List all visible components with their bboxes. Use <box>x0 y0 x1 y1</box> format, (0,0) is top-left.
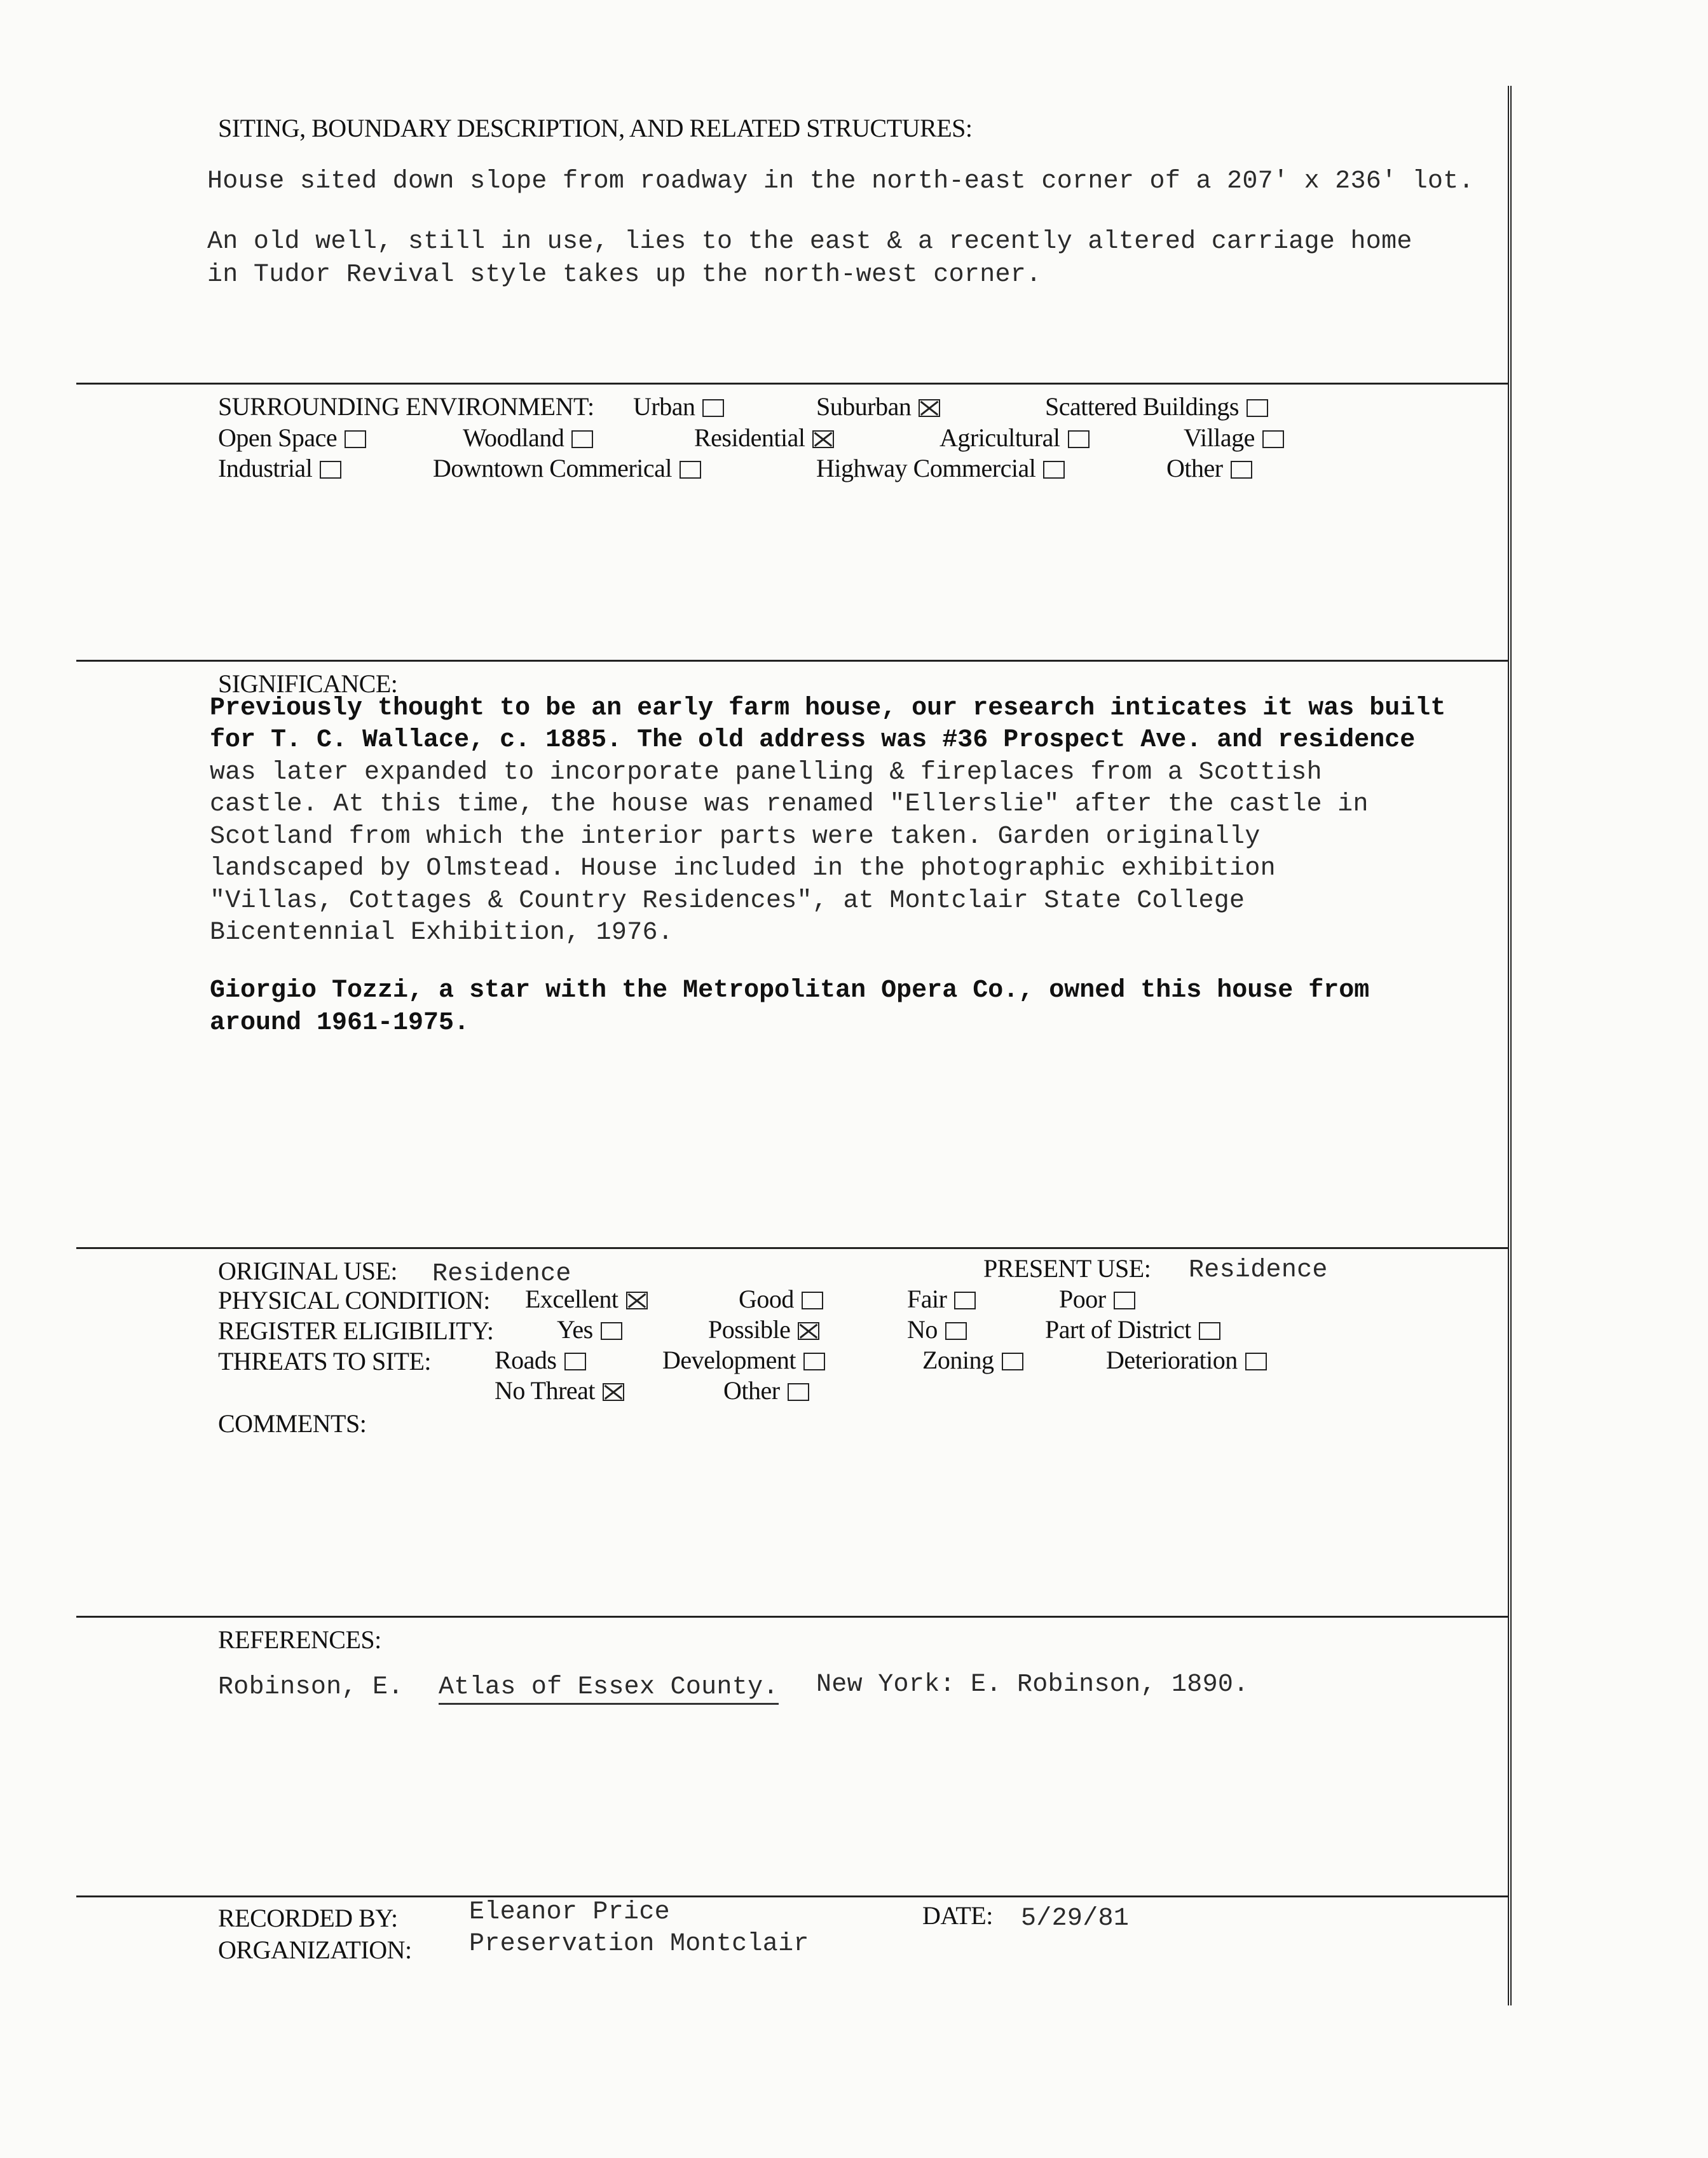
checkbox-development[interactable] <box>803 1353 825 1370</box>
checkbox-env-other[interactable] <box>1231 461 1252 479</box>
env-option-residential: Residential <box>694 423 834 453</box>
section-divider <box>76 383 1508 385</box>
checkbox-excellent[interactable] <box>626 1292 648 1309</box>
checkbox-urban[interactable] <box>702 399 724 417</box>
env-option-suburban: Suburban <box>816 392 940 421</box>
checkbox-no-threat[interactable] <box>603 1383 624 1401</box>
register-eligibility-label: REGISTER ELIGIBILITY: <box>218 1316 494 1345</box>
register-option-yes: Yes <box>557 1315 622 1344</box>
checkbox-deterioration[interactable] <box>1245 1353 1267 1370</box>
reference-title: Atlas of Essex County. <box>439 1673 779 1705</box>
section-divider <box>76 1895 1508 1897</box>
significance-line: Scotland from which the interior parts were taken. Garden originally <box>210 823 1261 851</box>
right-border-rule <box>1508 86 1512 2005</box>
env-option-highway-commercial: Highway Commercial <box>816 453 1065 483</box>
recorded-by-label: RECORDED BY: <box>218 1904 398 1932</box>
checkbox-fair[interactable] <box>954 1292 976 1309</box>
env-option-industrial: Industrial <box>218 453 341 483</box>
significance-para2-line-1: Giorgio Tozzi, a star with the Metropolitan Opera Co., owned this house from <box>210 976 1370 1005</box>
significance-line: castle. At this time, the house was renamed "Ellerslie" after the castle in <box>210 790 1369 819</box>
threat-option-no-threat: No Threat <box>495 1376 624 1405</box>
checkbox-suburban[interactable] <box>919 399 940 417</box>
checkbox-no[interactable] <box>945 1322 967 1340</box>
reference-publisher: New York: E. Robinson, 1890. <box>816 1670 1249 1699</box>
checkbox-residential[interactable] <box>812 430 834 448</box>
siting-line-1: House sited down slope from roadway in the north-east corner of a 207' x 236' lot. <box>207 167 1474 196</box>
checkbox-highway-commercial[interactable] <box>1043 461 1065 479</box>
env-option-urban: Urban <box>633 392 724 421</box>
original-use-label: ORIGINAL USE: <box>218 1257 397 1285</box>
checkbox-village[interactable] <box>1262 430 1284 448</box>
significance-line: was later expanded to incorporate panelling & fireplaces from a Scottish <box>210 758 1322 787</box>
significance-para2-line-2: around 1961-1975. <box>210 1009 470 1037</box>
threat-option-roads: Roads <box>495 1345 586 1375</box>
env-option-woodland: Woodland <box>463 423 593 453</box>
env-option-other: Other <box>1166 453 1252 483</box>
checkbox-downtown-commercial[interactable] <box>680 461 701 479</box>
checkbox-threat-other[interactable] <box>788 1383 809 1401</box>
checkbox-agricultural[interactable] <box>1068 430 1090 448</box>
significance-line: "Villas, Cottages & Country Residences", at Montclair State College <box>210 887 1245 915</box>
original-use-value: Residence <box>432 1260 571 1288</box>
significance-line: Previously thought to be an early farm house, our research inticates it was built <box>210 694 1446 723</box>
env-option-agricultural: Agricultural <box>939 423 1090 453</box>
checkbox-woodland[interactable] <box>571 430 593 448</box>
condition-option-good: Good <box>739 1284 823 1314</box>
significance-line: landscaped by Olmstead. House included in the photographic exhibition <box>210 854 1276 883</box>
checkbox-part-of-district[interactable] <box>1199 1322 1220 1340</box>
date-label: DATE: <box>922 1901 993 1930</box>
references-heading: REFERENCES: <box>218 1625 381 1654</box>
significance-line: for T. C. Wallace, c. 1885. The old address was #36 Prospect Ave. and residence <box>210 726 1416 755</box>
register-option-possible: Possible <box>708 1315 819 1344</box>
checkbox-industrial[interactable] <box>320 461 341 479</box>
environment-heading: SURROUNDING ENVIRONMENT: <box>218 392 594 421</box>
significance-heading: SIGNIFICANCE: <box>218 669 398 698</box>
date-value: 5/29/81 <box>1021 1904 1130 1933</box>
checkbox-open-space[interactable] <box>345 430 366 448</box>
organization-label: ORGANIZATION: <box>218 1936 412 1964</box>
condition-option-poor: Poor <box>1059 1284 1135 1314</box>
env-option-open-space: Open Space <box>218 423 366 453</box>
env-option-village: Village <box>1184 423 1284 453</box>
section-divider <box>76 1247 1508 1249</box>
physical-condition-label: PHYSICAL CONDITION: <box>218 1286 490 1315</box>
present-use-value: Residence <box>1189 1256 1328 1285</box>
threats-label: THREATS TO SITE: <box>218 1347 431 1376</box>
threat-option-other: Other <box>723 1376 809 1405</box>
siting-heading: SITING, BOUNDARY DESCRIPTION, AND RELATED STRUCTURES: <box>218 114 973 142</box>
checkbox-poor[interactable] <box>1114 1292 1135 1309</box>
section-divider <box>76 1616 1508 1618</box>
siting-line-2: An old well, still in use, lies to the east & a recently altered carriage home <box>207 228 1412 256</box>
checkbox-roads[interactable] <box>564 1353 586 1370</box>
present-use-label: PRESENT USE: <box>983 1254 1151 1283</box>
env-option-downtown-commercial: Downtown Commerical <box>433 453 701 483</box>
threat-option-deterioration: Deterioration <box>1106 1345 1267 1375</box>
comments-label: COMMENTS: <box>218 1409 367 1438</box>
register-option-no: No <box>907 1315 967 1344</box>
siting-line-3: in Tudor Revival style takes up the north-west corner. <box>207 261 1042 289</box>
threat-option-development: Development <box>662 1345 825 1375</box>
register-option-part-of-district: Part of District <box>1045 1315 1220 1344</box>
significance-line: Bicentennial Exhibition, 1976. <box>210 919 674 947</box>
checkbox-zoning[interactable] <box>1002 1353 1023 1370</box>
checkbox-good[interactable] <box>802 1292 823 1309</box>
recorded-by-value: Eleanor Price <box>469 1898 670 1927</box>
organization-value: Preservation Montclair <box>469 1930 809 1958</box>
section-divider <box>76 660 1508 662</box>
condition-option-fair: Fair <box>907 1284 976 1314</box>
checkbox-yes[interactable] <box>601 1322 622 1340</box>
env-option-scattered-buildings: Scattered Buildings <box>1045 392 1268 421</box>
checkbox-possible[interactable] <box>798 1322 819 1340</box>
threat-option-zoning: Zoning <box>922 1345 1023 1375</box>
reference-author: Robinson, E. <box>218 1673 404 1702</box>
checkbox-scattered-buildings[interactable] <box>1247 399 1268 417</box>
condition-option-excellent: Excellent <box>525 1284 648 1314</box>
